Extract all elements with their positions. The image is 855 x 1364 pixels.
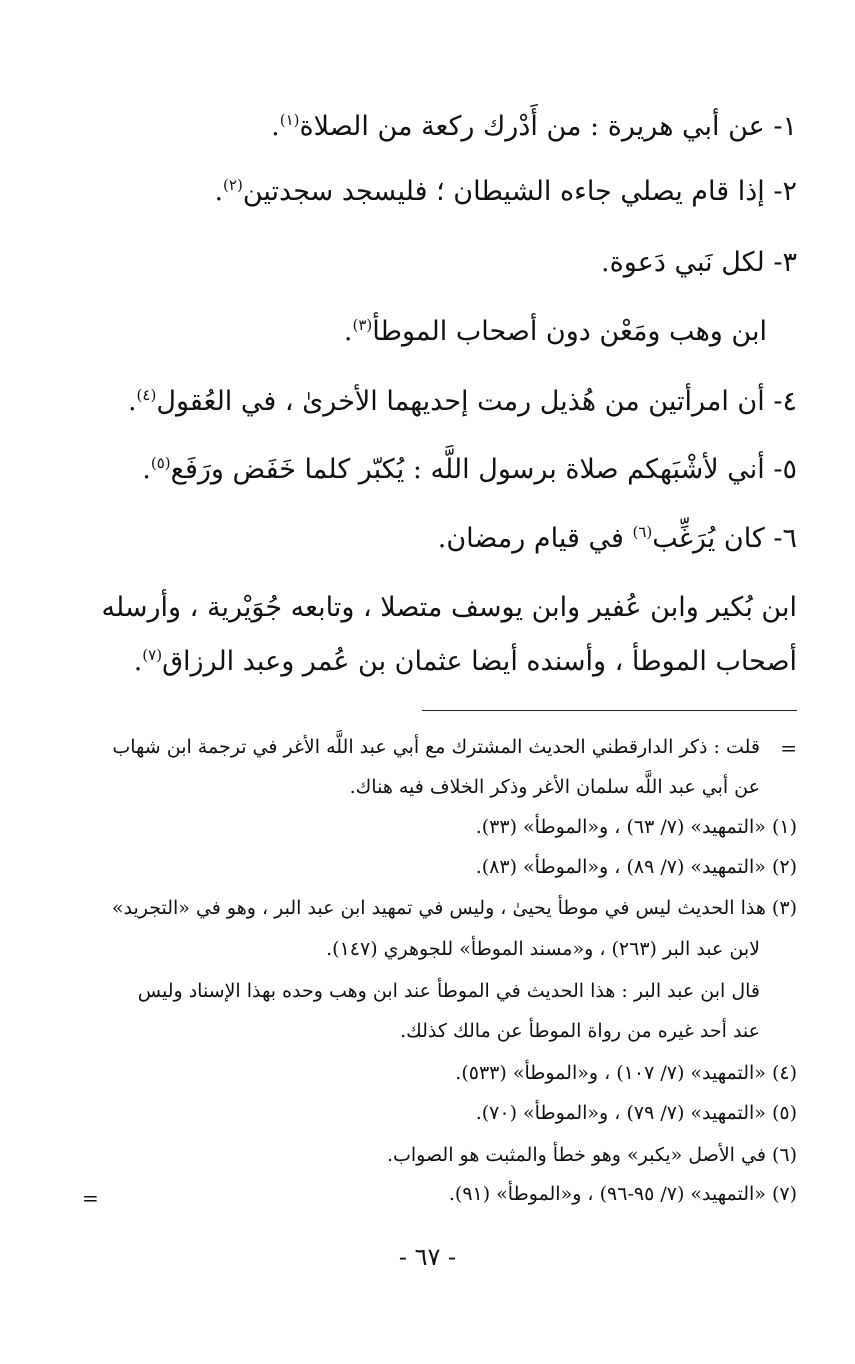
footnote-4: (٤) «التمهيد» (٧/ ١٠٧) ، و«الموطأ» (٥٣٣). [455, 1062, 797, 1084]
footnote-3-line-1: (٣) هذا الحديث ليس في موطأ يحيىٰ ، وليس في تمهيد ابن عبد البر ، وهو في «التجريد» [111, 897, 797, 919]
hadith-line-4 [128, 388, 797, 415]
hadith-6-tail: في قيام رمضان. [437, 523, 633, 554]
footnote-1: (١) «التمهيد» (٧/ ٦٣) ، و«الموطأ» (٣٣). [475, 816, 797, 838]
hadith-line-5 [142, 456, 797, 483]
hadith-line-2 [214, 178, 797, 205]
hadith-6-text: ٦- كان يُرَغِّب [652, 523, 797, 554]
hadith-2-text: ٢- إذا قام يصلي جاءه الشيطان ؛ فليسجد سجدتين [242, 176, 797, 207]
page-number: - ٦٧ - [398, 1243, 457, 1271]
narrators-3-text: ابن وهب ومَعْن دون أصحاب الموطأ [372, 316, 767, 347]
hadith-line-3 [601, 249, 797, 276]
footnote-7: (٧) «التمهيد» (٧/ ٩٥-٩٦) ، و«الموطأ» (٩١). [448, 1183, 797, 1205]
footnote-3-line-2: لابن عبد البر (٢٦٣) ، و«مسند الموطأ» للجوهري (١٤٧). [326, 938, 760, 960]
narrators-6b-text: أصحاب الموطأ ، وأسنده أيضا عثمان بن عُمر وعبد الرزاق [162, 646, 797, 677]
narrators-line-3 [344, 318, 767, 345]
footnote-6: (٦) في الأصل «يكبر» وهو خطأ والمثبت هو الصواب. [386, 1144, 797, 1166]
footnote-2: (٢) «التمهيد» (٧/ ٨٩) ، و«الموطأ» (٨٣). [475, 856, 797, 878]
hadith-1-text: ١- عن أبي هريرة : من أَدْرك ركعة من الصلاة [299, 111, 797, 142]
narrators-6a-text: ابن بُكير وابن عُفير وابن يوسف متصلا ، وتابعه جُوَيْرية ، وأرسله [101, 592, 797, 623]
hadith-line-6 [438, 525, 797, 552]
footnote-3-line-4: عند أحد غيره من رواة الموطأ عن مالك كذلك. [400, 1020, 760, 1042]
continuation-marker: = [780, 736, 797, 760]
narrators-line-6b [134, 648, 797, 675]
footnote-ref-7: (٧) [142, 646, 163, 664]
narrators-3-tail: . [343, 316, 353, 347]
footnote-ref-6: (٦) [632, 523, 653, 541]
footnote-ref-5: (٥) [150, 454, 171, 472]
hadith-2-tail: . [214, 176, 224, 207]
footnote-ref-3: (٣) [352, 316, 373, 334]
footnote-continued-line-1: قلت : ذكر الدارقطني الحديث المشترك مع أبي عبد اللَّه الأغر في ترجمة ابن شهاب [112, 736, 760, 758]
hadith-line-1 [271, 113, 797, 140]
footnote-separator [422, 710, 797, 711]
hadith-5-tail: . [142, 454, 151, 485]
footnote-ref-2: (٢) [223, 176, 243, 194]
footnote-5: (٥) «التمهيد» (٧/ ٧٩) ، و«الموطأ» (٧٠). [475, 1102, 797, 1124]
next-page-marker: = [82, 1186, 99, 1210]
hadith-5-text: ٥- أني لأشْبَهكم صلاة برسول اللَّه : يُكبّر كلما خَفَض ورَفَع [170, 454, 797, 485]
footnote-3-line-3: قال ابن عبد البر : هذا الحديث في الموطأ عند ابن وهب وحده بهذا الإسناد وليس [137, 980, 760, 1002]
hadith-4-tail: . [127, 386, 137, 417]
footnote-ref-1: (١) [279, 111, 300, 129]
narrators-line-6a [101, 594, 797, 621]
hadith-4-text: ٤- أن امرأتين من هُذيل رمت إحديهما الأخرىٰ ، في العُقول [156, 386, 797, 417]
footnote-continued-line-2: عن أبي عبد اللَّه سلمان الأغر وذكر الخلاف فيه هناك. [349, 776, 760, 798]
hadith-3-text: ٣- لكل نَبي دَعوة. [601, 247, 797, 278]
narrators-6b-tail: . [133, 646, 143, 677]
footnote-ref-4: (٤) [136, 386, 157, 404]
hadith-1-tail: . [271, 111, 280, 142]
